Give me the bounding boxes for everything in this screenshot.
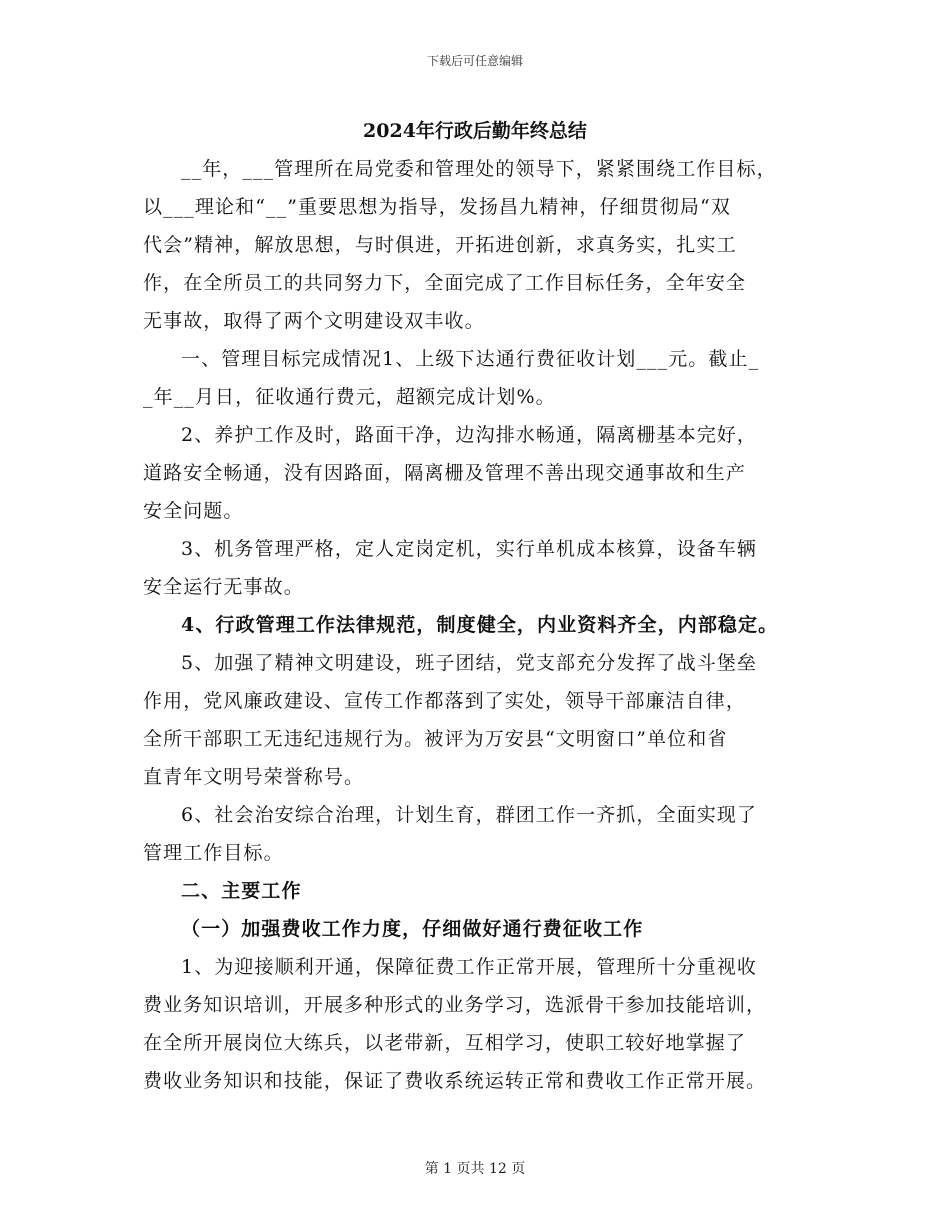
text-line: 直青年文明号荣誉称号。	[143, 766, 365, 788]
text-line: 费业务知识培训，开展多种形式的业务学习，选派骨干参加技能培训，	[143, 994, 767, 1016]
document-title: 2024年行政后勤年终总结	[363, 120, 587, 142]
text-line: __年，___管理所在局党委和管理处的领导下，紧紧围绕工作目标，	[181, 158, 777, 180]
paragraph-security	[143, 796, 813, 872]
paragraph-training	[143, 948, 813, 1100]
paragraph-targets	[143, 340, 813, 416]
paragraph-maintenance	[143, 416, 813, 530]
text-line: 二、主要工作	[181, 880, 302, 902]
paragraph-intro	[143, 150, 813, 340]
page-header-note: 下载后可任意编辑	[426, 54, 523, 68]
paragraph-administration	[143, 606, 813, 644]
text-line: 5、加强了精神文明建设，班子团结，党支部充分发挥了战斗堡垒	[181, 652, 757, 674]
text-line: 安全运行无事故。	[143, 576, 304, 598]
paragraph-machinery	[143, 530, 813, 606]
text-line: 安全问题。	[143, 500, 244, 522]
text-line: 4、行政管理工作法律规范，制度健全，内业资料齐全，内部稳定。	[181, 614, 779, 636]
text-line: 在全所开展岗位大练兵，以老带新，互相学习，使职工较好地掌握了	[143, 1032, 747, 1054]
text-line: _年__月日，征收通行费元，超额完成计划%。	[143, 386, 556, 408]
text-line: 3、机务管理严格，定人定岗定机，实行单机成本核算，设备车辆	[181, 538, 757, 560]
text-line: 以___理论和“__”重要思想为指导，发扬昌九精神，仔细贯彻局“双	[143, 196, 731, 218]
text-line: 作用，党风廉政建设、宣传工作都落到了实处，领导干部廉洁自律，	[143, 690, 747, 712]
text-line: 管理工作目标。	[143, 842, 284, 864]
text-line: 费收业务知识和技能，保证了费收系统运转正常和费收工作正常开展。	[143, 1070, 767, 1092]
text-line: 2、养护工作及时，路面干净，边沟排水畅通，隔离栅基本完好，	[181, 424, 757, 446]
text-line: 道路安全畅通，没有因路面，隔离栅及管理不善出现交通事故和生产	[143, 462, 747, 484]
section-heading-main-work	[143, 872, 813, 910]
text-line: 1、为迎接顺利开通，保障征费工作正常开展，管理所十分重视收	[181, 956, 757, 978]
text-line: 作，在全所员工的共同努力下，全面完成了工作目标任务，全年安全	[143, 272, 747, 294]
text-line: 全所干部职工无违纪违规行为。被评为万安县“文明窗口”单位和省	[143, 728, 728, 750]
text-line: 代会”精神，解放思想，与时俱进，开拓进创新，求真务实，扎实工	[143, 234, 737, 256]
subsection-heading-toll	[143, 910, 813, 948]
page-number: 第 1 页共 12 页	[424, 1161, 526, 1177]
text-line: 无事故，取得了两个文明建设双丰收。	[143, 310, 485, 332]
text-line: 一、管理目标完成情况1、上级下达通行费征收计划___元。截止_	[181, 348, 760, 370]
text-line: （一）加强费收工作力度，仔细做好通行费征收工作	[181, 918, 644, 940]
paragraph-civilization	[143, 644, 813, 796]
document-body	[143, 150, 813, 1100]
text-line: 6、社会治安综合治理，计划生育，群团工作一齐抓，全面实现了	[181, 804, 757, 826]
